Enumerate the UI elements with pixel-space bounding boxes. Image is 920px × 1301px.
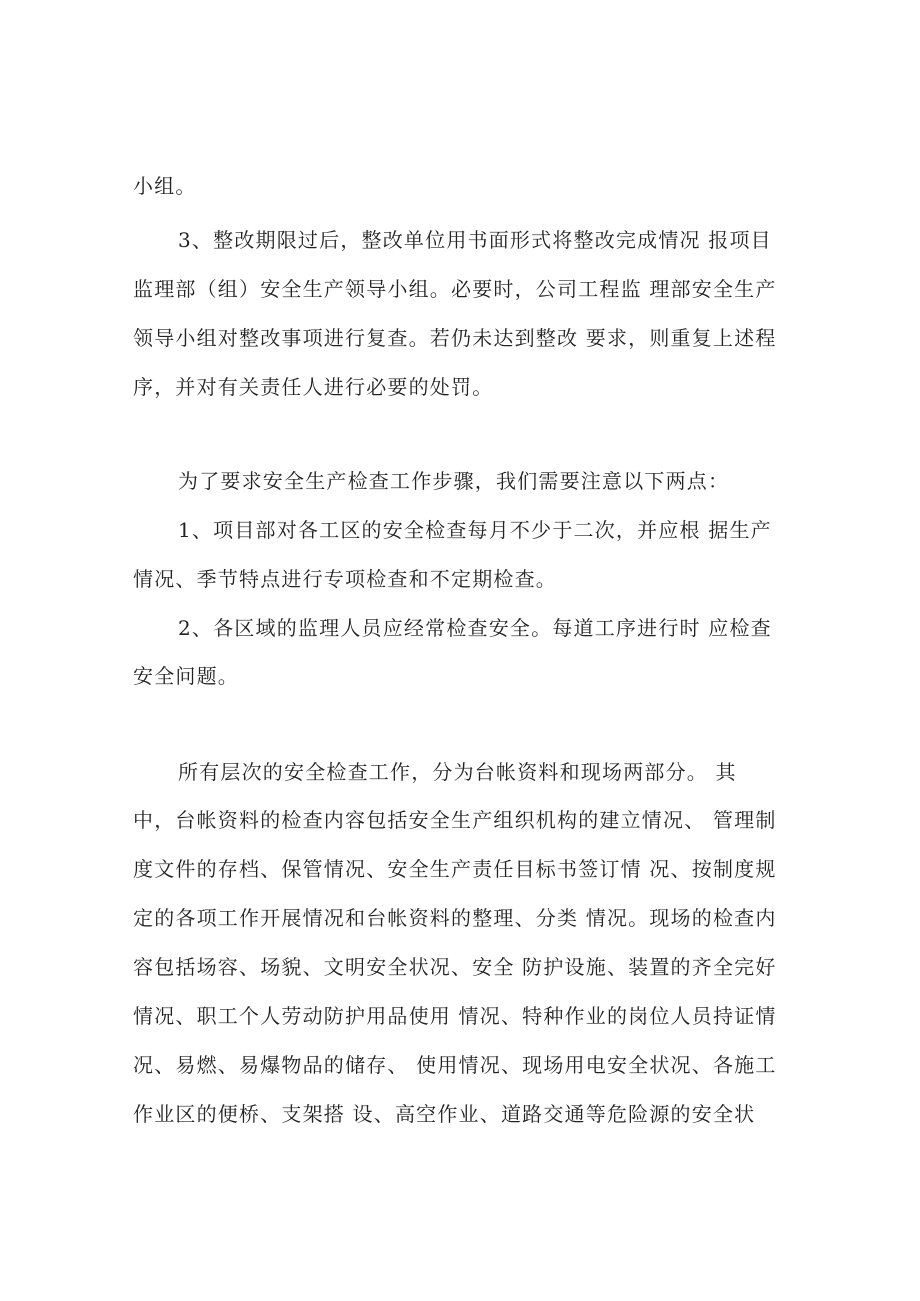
text-line: 3、整改期限过后，整改单位用书面形式将整改完成情况 报项目 bbox=[178, 228, 772, 252]
text-line: 领导小组对整改事项进行复查。若仍未达到整改 要求，则重复上述程 bbox=[133, 326, 777, 350]
text-line: 监理部（组）安全生产领导小组。必要时，公司工程监 理部安全生产 bbox=[133, 277, 777, 301]
text-line: 况、易燃、易爆物品的储存、 使用情况、现场用电安全状况、各施工 bbox=[133, 1053, 777, 1077]
text-line: 容包括场容、场貌、文明安全状况、安全 防护设施、装置的齐全完好 bbox=[133, 955, 777, 979]
text-line: 情况、季节特点进行专项检查和不定期检查。 bbox=[133, 567, 557, 591]
text-line: 情况、职工个人劳动防护用品使用 情况、特种作业的岗位人员持证情 bbox=[133, 1004, 777, 1028]
text-line: 2、各区域的监理人员应经常检查安全。每道工序进行时 应检查 bbox=[178, 616, 772, 640]
text-line: 定的各项工作开展情况和台帐资料的整理、分类 情况。现场的检查内 bbox=[133, 906, 777, 930]
text-line: 作业区的便桥、支架搭 设、高空作业、道路交通等危险源的安全状 bbox=[133, 1102, 756, 1126]
text-line: 所有层次的安全检查工作，分为台帐资料和现场两部分。 其 bbox=[178, 760, 737, 784]
text-line: 安全问题。 bbox=[133, 664, 239, 688]
text-line: 中，台帐资料的检查内容包括安全生产组织机构的建立情况、 管理制 bbox=[133, 808, 777, 832]
text-line: 序，并对有关责任人进行必要的处罚。 bbox=[133, 375, 494, 399]
text-line: 小组。 bbox=[133, 174, 197, 198]
text-line: 度文件的存档、保管情况、安全生产责任目标书签订情 况、按制度规 bbox=[133, 857, 777, 881]
text-line: 为了要求安全生产检查工作步骤，我们需要注意以下两点： bbox=[178, 469, 730, 493]
text-line: 1、项目部对各工区的安全检查每月不少于二次，并应根 据生产 bbox=[178, 518, 772, 542]
